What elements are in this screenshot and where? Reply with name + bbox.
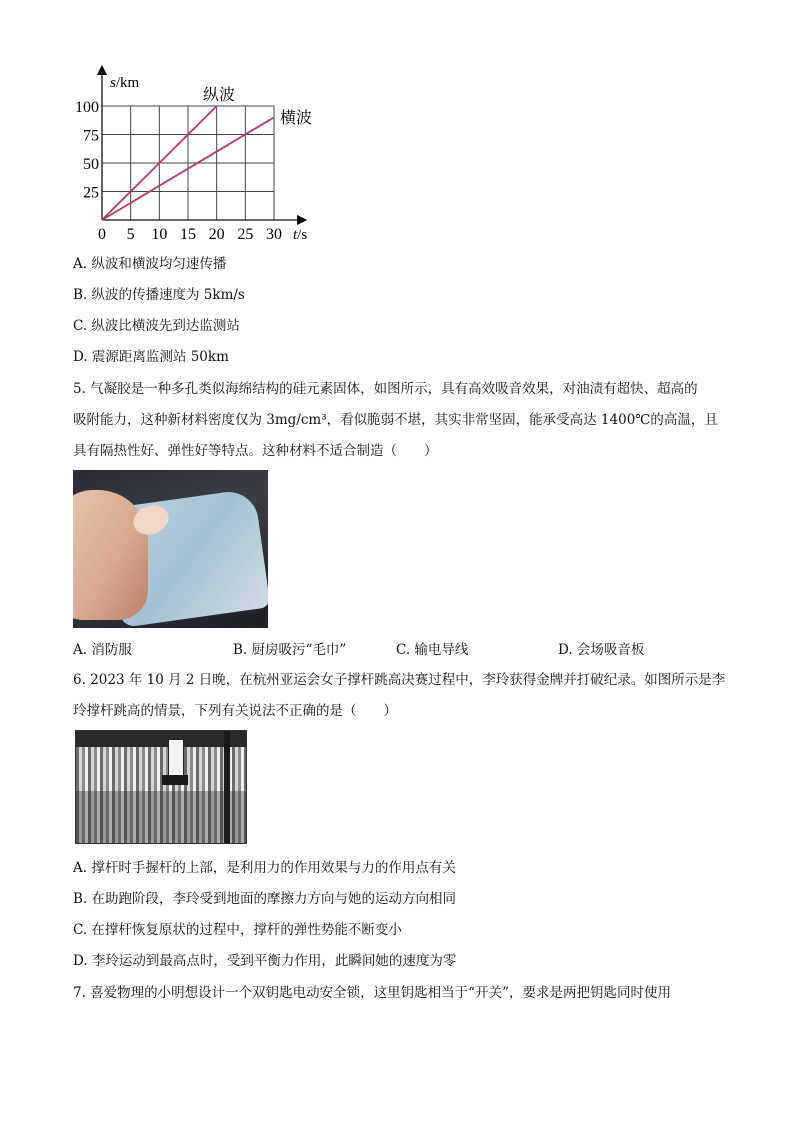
q6-stem-line2: 玲撑杆跳高的情景，下列有关说法不正确的是（ ） xyxy=(73,703,397,719)
y-tick-75: 75 xyxy=(83,127,99,145)
q4-option-b: B. 纵波的传播速度为 5km/s xyxy=(73,287,245,303)
y-tick-50: 50 xyxy=(83,156,99,173)
x-tick-30: 30 xyxy=(266,226,282,243)
q6-option-c: C. 在撑杆恢复原状的过程中，撑杆的弹性势能不断变小 xyxy=(73,922,402,938)
aerogel-photo xyxy=(73,470,268,628)
legend-longitudinal: 纵波 xyxy=(203,87,236,104)
legend-transverse: 横波 xyxy=(280,110,313,127)
pole-vault-photo xyxy=(75,730,247,844)
y-tick-100: 100 xyxy=(75,99,99,116)
x-axis-label: t/s xyxy=(293,227,308,243)
q5-option-d: D. 会场吸音板 xyxy=(558,642,645,658)
wave-chart xyxy=(60,62,330,247)
x-tick-25: 25 xyxy=(237,226,254,243)
x-tick-10: 10 xyxy=(151,226,168,243)
x-tick-20: 20 xyxy=(208,226,225,243)
q5-stem-line3: 具有隔热性好、弹性好等特点。这种材料不适合制造（ ） xyxy=(73,443,438,459)
q5-option-c: C. 输电导线 xyxy=(396,642,469,658)
q5-stem-line1: 5. 气凝胶是一种多孔类似海绵结构的硅元素固体，如图所示，具有高效吸音效果，对油渍有超快、超高的 xyxy=(73,381,698,397)
q4-option-a: A. 纵波和横波均匀速传播 xyxy=(73,256,227,272)
y-tick-25: 25 xyxy=(83,184,99,202)
q4-option-d: D. 震源距离监测站 50km xyxy=(73,349,229,365)
q5-options xyxy=(73,638,733,658)
q4-option-c: C. 纵波比横波先到达监测站 xyxy=(73,318,240,334)
q7-stem-line1: 7. 喜爱物理的小明想设计一个双钥匙电动安全锁，这里钥匙相当于“开关”，要求是两把钥匙同时使用 xyxy=(73,985,671,1001)
q5-option-a: A. 消防服 xyxy=(73,642,132,658)
q5-option-b: B. 厨房吸污“毛巾” xyxy=(233,642,347,658)
q5-stem-line2: 吸附能力，这种新材料密度仅为 3mg/cm³，看似脆弱不堪，其实非常坚固，能承受高达 1400℃的高温，且 xyxy=(73,412,718,428)
chart-grid xyxy=(102,106,274,220)
x-tick-5: 5 xyxy=(126,226,135,243)
q6-option-d: D. 李玲运动到最高点时，受到平衡力作用，此瞬间她的速度为零 xyxy=(73,953,457,969)
x-tick-0: 0 xyxy=(98,226,106,243)
q6-stem-line1: 6. 2023 年 10 月 2 日晚，在杭州亚运会女子撑杆跳高决赛过程中，李玲获得金牌并打破纪录。如图所示是李 xyxy=(73,672,726,688)
q6-option-b: B. 在助跑阶段，李玲受到地面的摩擦力方向与她的运动方向相同 xyxy=(73,891,457,907)
y-axis-label: s/km xyxy=(110,75,140,91)
x-tick-15: 15 xyxy=(180,226,196,243)
q6-option-a: A. 撑杆时手握杆的上部，是利用力的作用效果与力的作用点有关 xyxy=(73,860,456,876)
